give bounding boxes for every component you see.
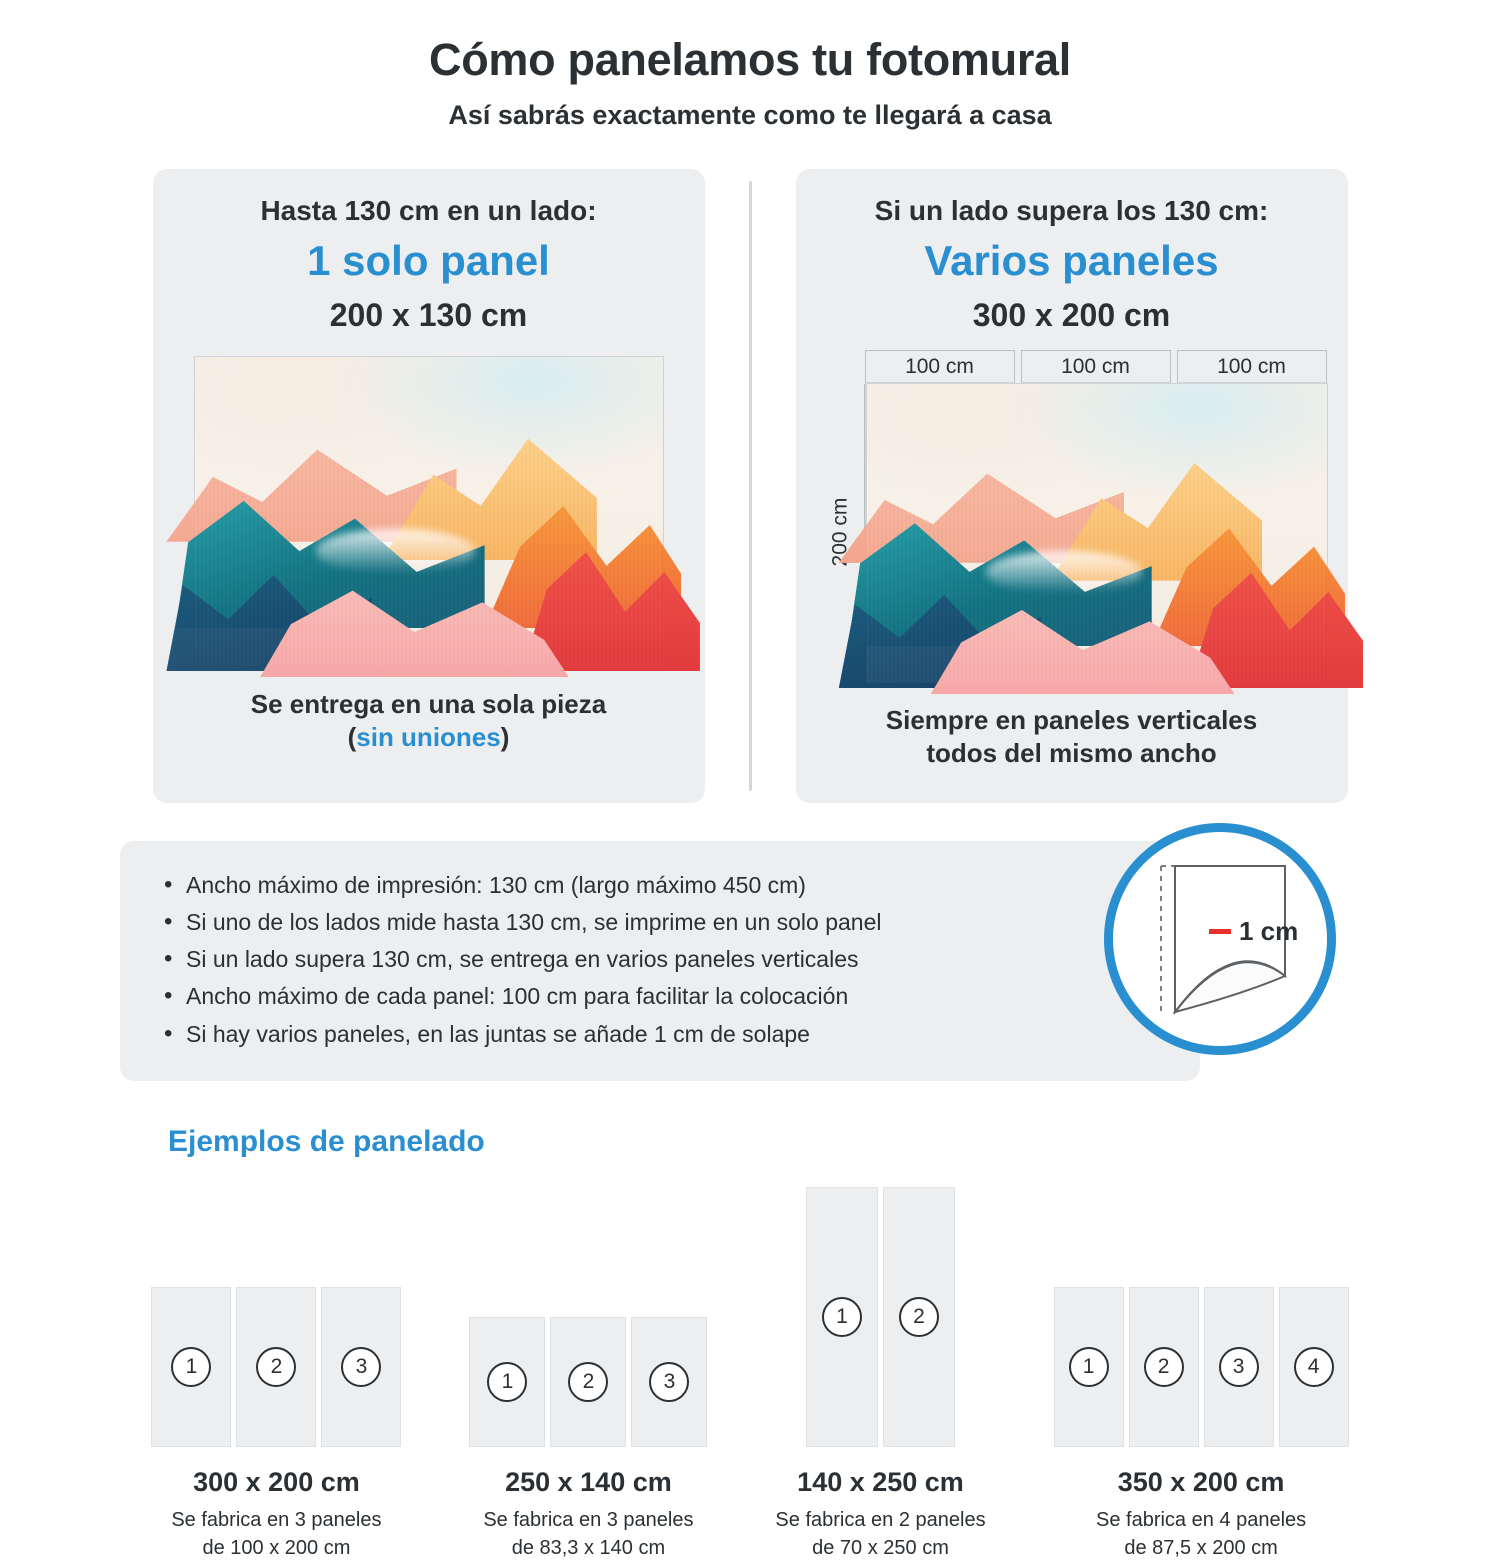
example-description [171, 1506, 381, 1562]
examples-title: Ejemplos de panelado [168, 1124, 485, 1158]
example-item [775, 1187, 985, 1562]
page-subtitle: Así sabrás exactamente como te llegará a casa [448, 100, 1052, 130]
info-bullet: • Si un lado supera 130 cm, se entrega en varios paneles verticales [160, 941, 1160, 978]
multi-panel-card [796, 169, 1348, 803]
example-panel-number: 3 [649, 1362, 689, 1402]
example-panel-number: 1 [1069, 1347, 1109, 1387]
example-panel [469, 1317, 545, 1447]
info-bullet: • Si hay varios paneles, en las juntas se añade 1 cm de solape [160, 1016, 1160, 1053]
example-panel-number: 2 [1144, 1347, 1184, 1387]
single-panel-footer [251, 688, 606, 755]
example-panel [631, 1317, 707, 1447]
single-panel-footer-line1: Se entrega en una sola pieza [250, 689, 607, 719]
example-panels [806, 1187, 955, 1447]
example-panel-number: 1 [487, 1362, 527, 1402]
example-panel [550, 1317, 626, 1447]
example-panel [1204, 1287, 1274, 1447]
example-panel [883, 1187, 955, 1447]
examples-row [0, 1187, 1500, 1562]
example-item [1054, 1287, 1349, 1562]
info-bullet: • Si uno de los lados mide hasta 130 cm, se imprime en un solo panel [160, 904, 1160, 941]
single-panel-title: Hasta 130 cm en un lado: [260, 195, 597, 226]
example-description-line1: Se fabrica en 4 paneles [1096, 1508, 1307, 1531]
example-dimensions: 140 x 250 cm [797, 1466, 964, 1497]
example-dimensions: 300 x 200 cm [193, 1466, 360, 1497]
example-dimensions: 250 x 140 cm [505, 1466, 672, 1497]
example-panel [1129, 1287, 1199, 1447]
example-description-line1: Se fabrica en 3 paneles [483, 1508, 694, 1531]
multi-panel-highlight: Varios paneles [924, 237, 1219, 284]
multi-panel-footer-line1: Siempre en paneles verticales [885, 705, 1258, 735]
info-section [120, 841, 1380, 1081]
example-description-line2: de 83,3 x 140 cm [511, 1536, 666, 1559]
example-panel-number: 2 [256, 1347, 296, 1387]
example-description [1096, 1506, 1306, 1562]
info-bullet: • Ancho máximo de impresión: 130 cm (largo máximo 450 cm) [160, 867, 1160, 904]
multi-panel-footer-line2: todos del mismo ancho [926, 738, 1217, 769]
example-panel-number: 2 [568, 1362, 608, 1402]
overlap-diagram-badge [1104, 823, 1336, 1055]
example-description-line1: Se fabrica en 3 paneles [171, 1508, 382, 1531]
single-panel-highlight: 1 solo panel [307, 237, 550, 284]
example-panel-number: 3 [341, 1347, 381, 1387]
example-description-line2: de 87,5 x 200 cm [1124, 1536, 1278, 1559]
example-panel [236, 1287, 316, 1447]
example-description [775, 1506, 985, 1562]
example-panel [151, 1287, 231, 1447]
panel-height-label-text: 200 cm [828, 497, 852, 567]
example-panel [1279, 1287, 1349, 1447]
page-title: Cómo panelamos tu fotomural [429, 34, 1071, 85]
example-item [469, 1317, 707, 1562]
panel-width-label-2: 100 cm [1021, 350, 1171, 382]
example-panels [151, 1287, 401, 1447]
overlap-tick-icon [1209, 929, 1231, 934]
info-bullets-box [120, 841, 1200, 1081]
example-panels [1054, 1287, 1349, 1447]
overlap-measure-text: 1 cm [1239, 915, 1299, 946]
example-panel [321, 1287, 401, 1447]
multi-panel-title: Si un lado supera los 130 cm: [874, 195, 1269, 226]
example-dimensions: 350 x 200 cm [1117, 1466, 1285, 1497]
example-panel-number: 2 [899, 1297, 939, 1337]
single-panel-footer-accent: sin uniones [356, 722, 501, 753]
single-panel-card [153, 169, 705, 803]
multi-panel-footer [886, 704, 1257, 771]
example-panel [806, 1187, 878, 1447]
example-description-line2: de 100 x 200 cm [202, 1536, 351, 1559]
single-panel-footer-close: ) [500, 722, 510, 753]
mural-panels-group [817, 382, 1327, 682]
example-panel-number: 1 [171, 1347, 211, 1387]
example-description [483, 1506, 693, 1562]
comparison-row [0, 169, 1500, 803]
info-bullet-list [160, 867, 1160, 1053]
example-description-line1: Se fabrica en 2 paneles [775, 1508, 986, 1531]
panel-width-label-3: 100 cm [1177, 350, 1327, 382]
mural-preview-single [194, 356, 664, 666]
example-description-line2: de 70 x 250 cm [812, 1536, 949, 1559]
example-panel [1054, 1287, 1124, 1447]
example-panel-number: 1 [822, 1297, 862, 1337]
multi-panel-dimensions: 300 x 200 cm [972, 297, 1171, 333]
info-bullet: • Ancho máximo de cada panel: 100 cm para facilitar la colocación [160, 978, 1160, 1015]
single-panel-dimensions: 200 x 130 cm [329, 297, 528, 333]
vertical-divider [749, 181, 752, 791]
mural-panel-3 [1177, 382, 1327, 682]
panel-width-label-1: 100 cm [865, 350, 1015, 382]
example-panels [469, 1317, 707, 1447]
overlap-measure-label [1209, 916, 1298, 947]
example-panel-number: 3 [1219, 1347, 1259, 1387]
page-header [0, 0, 1500, 131]
example-panel-number: 4 [1294, 1347, 1334, 1387]
example-item [151, 1287, 401, 1562]
single-panel-footer-open: ( [347, 722, 357, 753]
panel-width-labels [865, 350, 1327, 382]
